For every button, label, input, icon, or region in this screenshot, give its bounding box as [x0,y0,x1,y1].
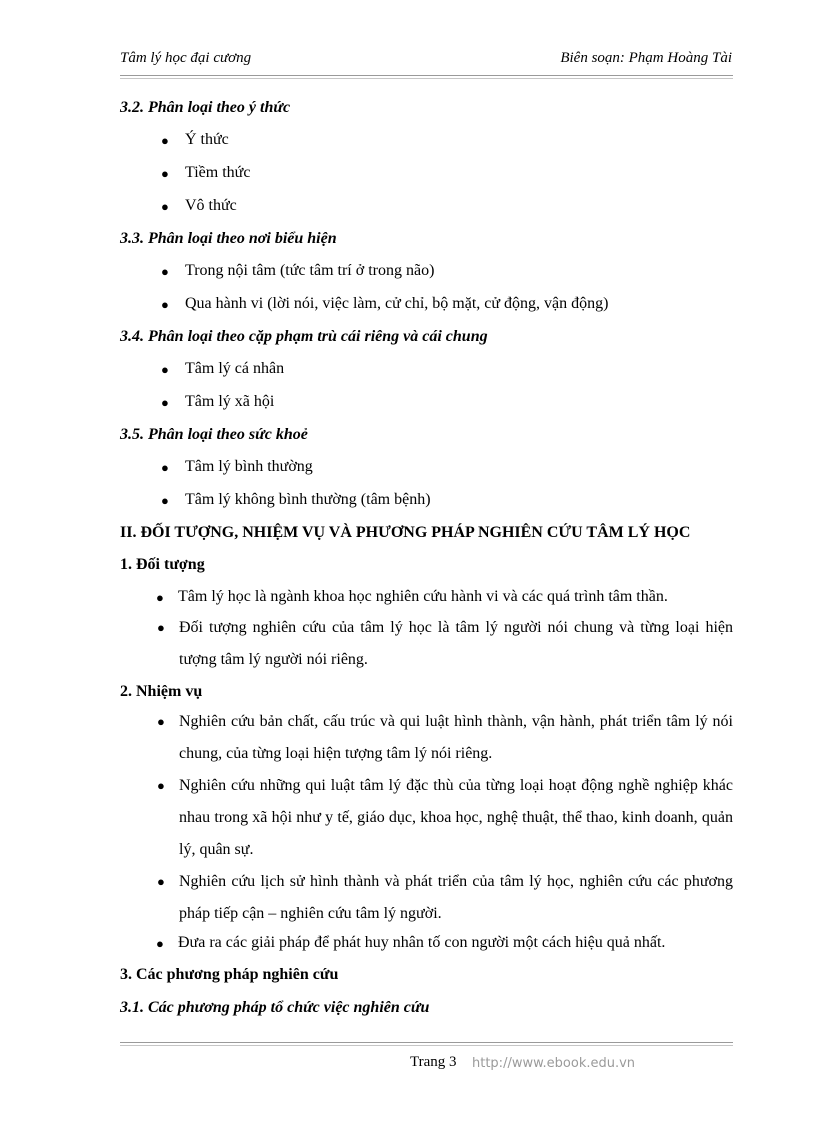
bullet-icon: ● [161,460,169,475]
bullet-icon: ● [156,590,164,605]
bullet-icon: ● [156,936,164,951]
bullet-icon: ● [157,620,165,635]
list-item: ● Tâm lý không bình thường (tâm bệnh) [161,491,431,508]
bullet-icon: ● [161,297,169,312]
bullet-icon: ● [161,166,169,181]
section-heading-3-1: 3.1. Các phương pháp tổ chức việc nghiên cứu [120,999,430,1016]
header-rule [120,75,733,79]
list-item: ● Tâm lý cá nhân [161,360,285,377]
list-item: ● Đưa ra các giải pháp để phát huy nhân tố con người một cách hiệu quả nhất. [156,934,666,951]
section-heading-3-2: 3.2. Phân loại theo ý thức [120,99,291,116]
list-item: ● Đối tượng nghiên cứu của tâm lý học là tâm lý người nói chung và từng loại hiện tượng tâm lý người nói riêng. [179,612,733,676]
section-heading-2: 2. Nhiệm vụ [120,683,203,700]
footer-rule [120,1042,733,1046]
section-heading-3-4: 3.4. Phân loại theo cặp phạm trù cái riêng và cái chung [120,328,488,345]
page-number: Trang 3 [410,1054,457,1070]
section-heading-3: 3. Các phương pháp nghiên cứu [120,966,339,983]
bullet-icon: ● [157,874,165,889]
list-item: ● Qua hành vi (lời nói, việc làm, cử chỉ, bộ mặt, cử động, vận động) [161,295,609,312]
list-item: ● Trong nội tâm (tức tâm trí ở trong não) [161,262,435,279]
bullet-icon: ● [161,199,169,214]
bullet-icon: ● [157,778,165,793]
list-item: ● Tâm lý xã hội [161,393,275,410]
header-author: Biên soạn: Phạm Hoàng Tài [560,50,732,66]
bullet-icon: ● [161,362,169,377]
section-heading-1: 1. Đối tượng [120,556,205,573]
section-heading-3-5: 3.5. Phân loại theo sức khoẻ [120,426,308,443]
list-item: ● Nghiên cứu lịch sử hình thành và phát triển của tâm lý học, nghiên cứu các phương pháp tiếp cận – nghiên cứu tâm lý người. [179,866,733,930]
bullet-icon: ● [157,714,165,729]
list-item: ● Vô thức [161,197,237,214]
list-item: ● Ý thức [161,131,229,148]
bullet-icon: ● [161,133,169,148]
footer-url: http://www.ebook.edu.vn [472,1056,636,1071]
list-item: ● Tâm lý học là ngành khoa học nghiên cứu hành vi và các quá trình tâm thần. [156,588,668,605]
list-item: ● Nghiên cứu bản chất, cấu trúc và qui luật hình thành, vận hành, phát triển tâm lý nói chung, của từng loại hiện tượng tâm lý nói riêng. [179,706,733,770]
bullet-icon: ● [161,264,169,279]
bullet-icon: ● [161,493,169,508]
part-heading-ii: II. ĐỐI TƯỢNG, NHIỆM VỤ VÀ PHƯƠNG PHÁP NGHIÊN CỨU TÂM LÝ HỌC [120,524,691,541]
list-item: ● Tâm lý bình thường [161,458,313,475]
list-item: ● Tiềm thức [161,164,251,181]
list-item: ● Nghiên cứu những qui luật tâm lý đặc thù của từng loại hoạt động nghề nghiệp khác nhau trong xã hội như y tế, giáo dục, khoa học, nghệ thuật, thể thao, kinh doanh, quản lý, quân sự. [179,770,733,866]
bullet-icon: ● [161,395,169,410]
section-heading-3-3: 3.3. Phân loại theo nơi biểu hiện [120,230,337,247]
header-title: Tâm lý học đại cương [120,50,252,66]
